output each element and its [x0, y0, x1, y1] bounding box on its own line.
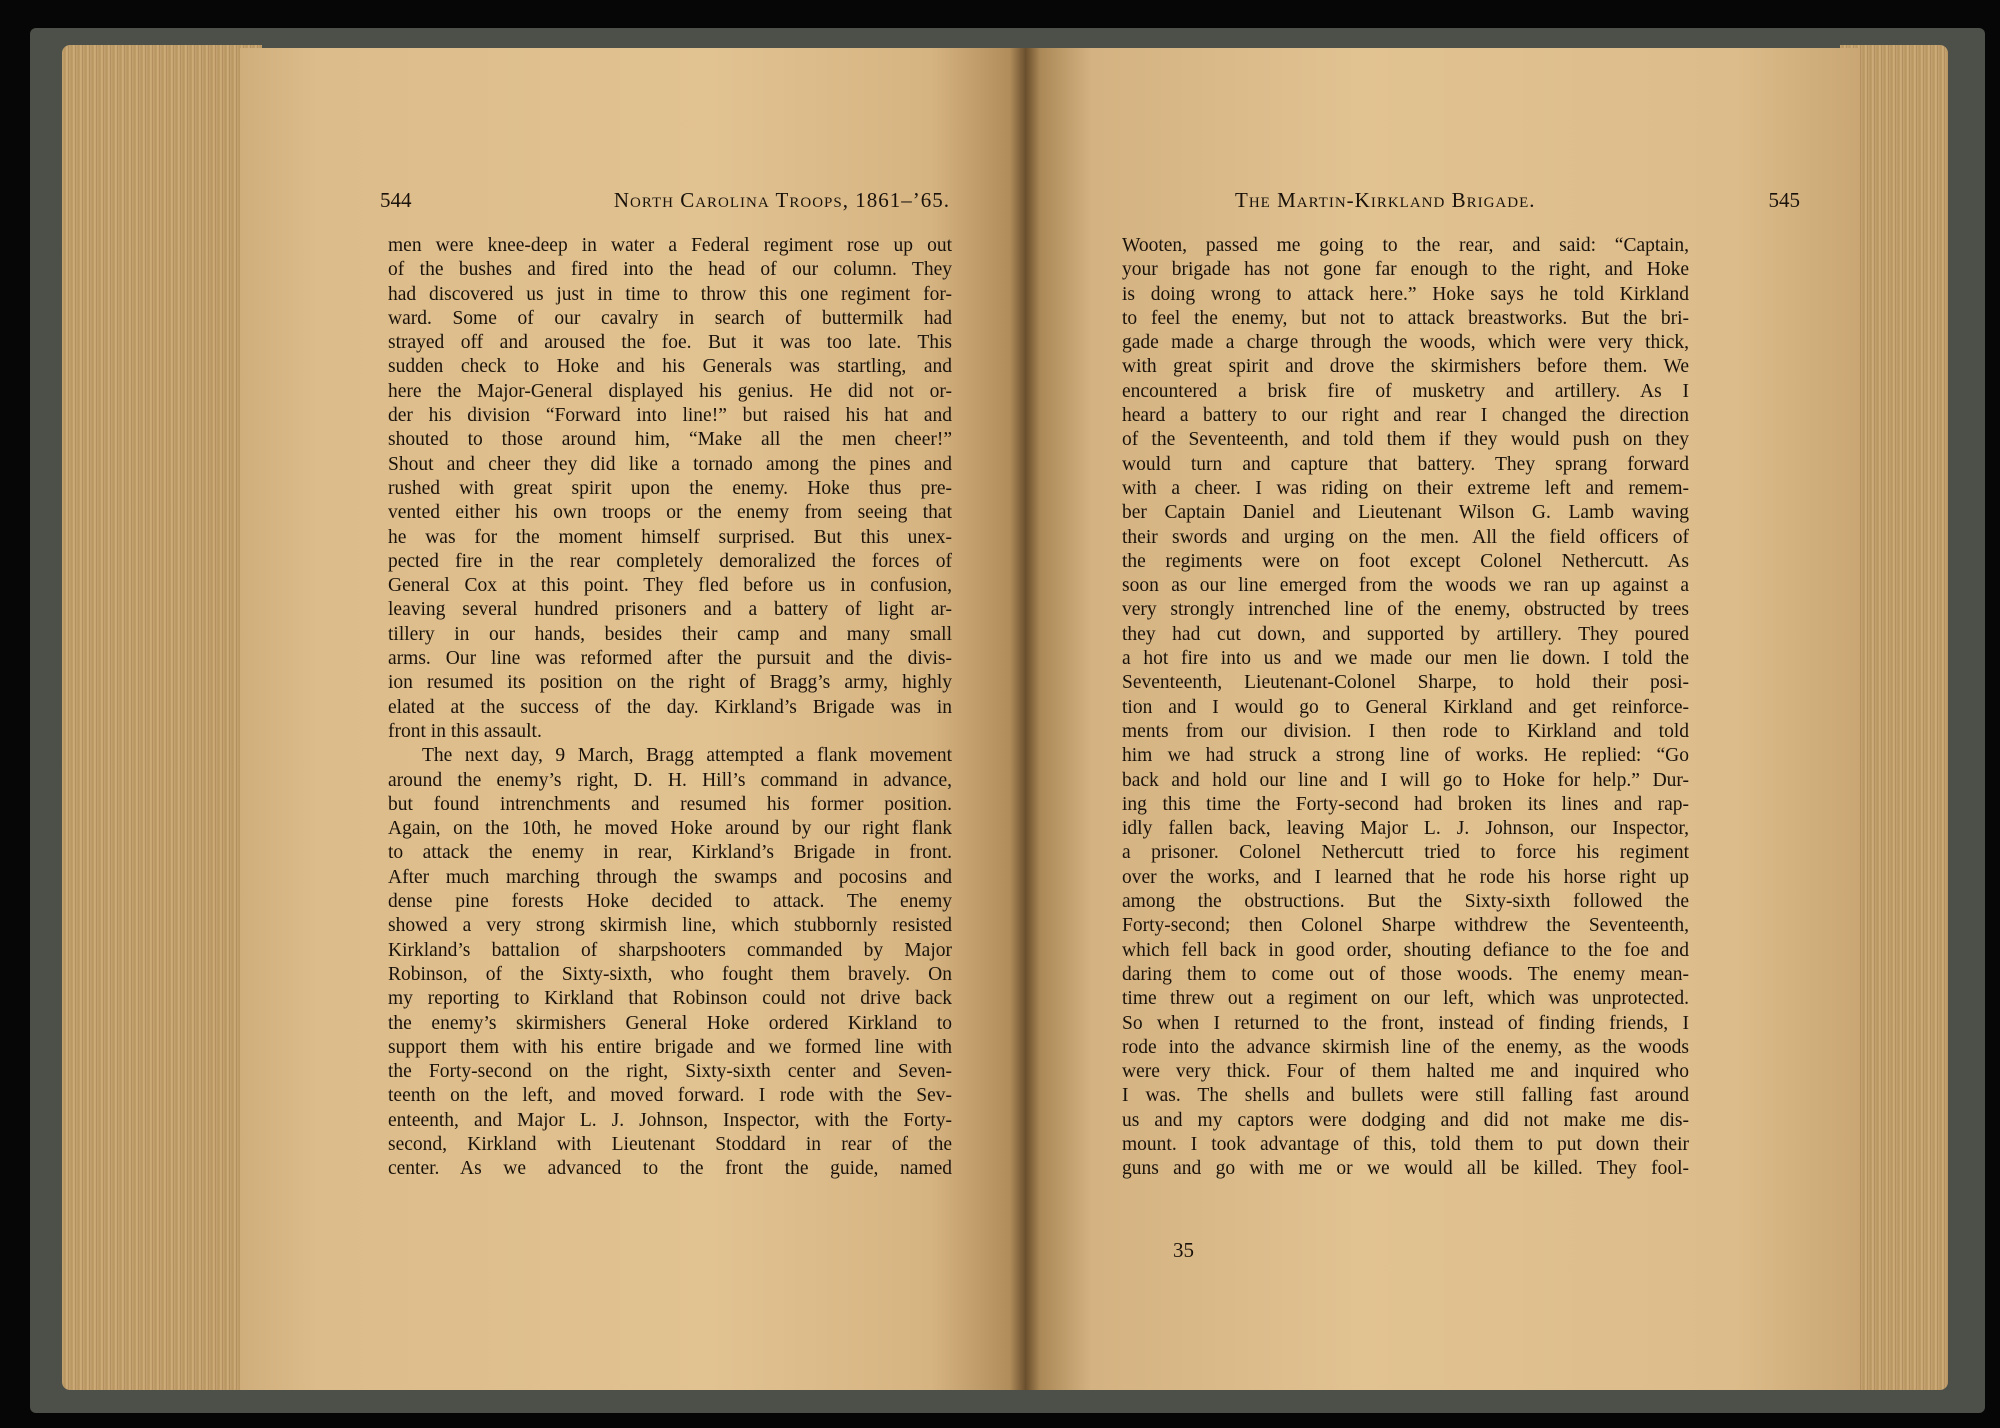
text-line: shouted to those around him, “Make all the men cheer!”: [388, 429, 952, 451]
text-line: tillery in our hands, besides their camp and many small: [388, 623, 952, 645]
left-page-edges: [62, 45, 262, 1390]
text-line: showed a very strong skirmish line, which stubbornly resisted: [388, 915, 952, 937]
text-line: idly fallen back, leaving Major L. J. Johnson, our Inspector,: [1122, 818, 1689, 840]
text-line: Shout and cheer they did like a tornado among the pines and: [388, 453, 952, 475]
text-line: of the Seventeenth, and told them if they would push on they: [1122, 429, 1689, 451]
text-line: ing this time the Forty-second had broken its lines and rap-: [1122, 793, 1689, 815]
text-line: here the Major-General displayed his genius. He did not or-: [388, 380, 952, 402]
text-line: ber Captain Daniel and Lieutenant Wilson G. Lamb waving: [1122, 502, 1689, 524]
text-line: tion and I would go to General Kirkland and get reinforce-: [1122, 696, 1689, 718]
left-page-number: 544: [380, 188, 412, 212]
text-line: soon as our line emerged from the woods we ran up against a: [1122, 575, 1689, 597]
text-line: sudden check to Hoke and his Generals was startling, and: [388, 356, 952, 378]
text-line: pected fire in the rear completely demoralized the forces of: [388, 550, 952, 572]
text-line: Wooten, passed me going to the rear, and said: “Captain,: [1122, 235, 1689, 256]
text-line: a hot fire into us and we made our men lie down. I told the: [1122, 648, 1689, 670]
text-line: encountered a brisk fire of musketry and artillery. As I: [1122, 380, 1689, 402]
text-line: to feel the enemy, but not to attack breastworks. But the bri-: [1122, 307, 1689, 329]
left-page-header: [380, 188, 950, 228]
text-line: ward. Some of our cavalry in search of buttermilk had: [388, 307, 952, 329]
text-line: men were knee-deep in water a Federal regiment rose up out: [388, 235, 952, 256]
text-line: but found intrenchments and resumed his former position.: [388, 793, 952, 815]
text-line: front in this assault.: [388, 720, 542, 742]
text-line: had discovered us just in time to throw this one regiment for-: [388, 283, 952, 305]
text-line: enteenth, and Major L. J. Johnson, Inspector, with the Forty-: [388, 1109, 952, 1131]
text-line: support them with his entire brigade and we formed line with: [388, 1036, 952, 1058]
text-line: second, Kirkland with Lieutenant Stoddard in rear of the: [388, 1133, 952, 1155]
text-line: of the bushes and fired into the head of our column. They: [388, 259, 952, 281]
book-gutter: [1010, 48, 1040, 1390]
text-line: center. As we advanced to the front the guide, named: [388, 1158, 952, 1180]
right-page-header: [1235, 188, 1800, 228]
text-line: the Forty-second on the right, Sixty-sixth center and Seven-: [388, 1061, 952, 1083]
text-line: Again, on the 10th, he moved Hoke around by our right flank: [388, 818, 952, 840]
text-line: strayed off and aroused the foe. But it was too late. This: [388, 332, 952, 354]
text-line: mount. I took advantage of this, told them to put down their: [1122, 1133, 1689, 1155]
signature-mark: 35: [1173, 1238, 1194, 1262]
text-line: So when I returned to the front, instead of finding friends, I: [1122, 1012, 1689, 1034]
text-line: they had cut down, and supported by artillery. They poured: [1122, 623, 1689, 645]
text-line: time threw out a regiment on our left, which was unprotected.: [1122, 988, 1689, 1010]
text-line: Forty-second; then Colonel Sharpe withdrew the Seventeenth,: [1122, 915, 1689, 937]
text-line: After much marching through the swamps and pocosins and: [388, 866, 952, 888]
text-line: their swords and urging on the men. All the field officers of: [1122, 526, 1689, 548]
text-line: leaving several hundred prisoners and a battery of light ar-: [388, 599, 952, 621]
text-line: Kirkland’s battalion of sharpshooters commanded by Major: [388, 939, 952, 961]
text-line: very strongly intrenched line of the enemy, obstructed by trees: [1122, 599, 1689, 621]
text-line: your brigade has not gone far enough to the right, and Hoke: [1122, 259, 1689, 281]
text-line: ments from our division. I then rode to Kirkland and told: [1122, 720, 1689, 742]
text-line: around the enemy’s right, D. H. Hill’s command in advance,: [388, 769, 952, 791]
text-line: the enemy’s skirmishers General Hoke ordered Kirkland to: [388, 1012, 952, 1034]
text-line: over the works, and I learned that he rode his horse right up: [1122, 866, 1689, 888]
text-line: with a cheer. I was riding on their extreme left and remem-: [1122, 477, 1689, 499]
text-line: General Cox at this point. They fled before us in confusion,: [388, 575, 952, 597]
text-line: among the obstructions. But the Sixty-sixth followed the: [1122, 891, 1689, 913]
text-line: he was for the moment himself surprised. But this unex-: [388, 526, 952, 548]
text-line: rode into the advance skirmish line of the enemy, as the woods: [1122, 1036, 1689, 1058]
text-line: with great spirit and drove the skirmishers before them. We: [1122, 356, 1689, 378]
text-line: to attack the enemy in rear, Kirkland’s Brigade in front.: [388, 842, 952, 864]
right-running-head: The Martin-Kirkland Brigade.: [1235, 188, 1536, 212]
text-line: back and hold our line and I will go to Hoke for help.” Dur-: [1122, 769, 1689, 791]
right-page-body-text: [1122, 234, 1689, 1182]
text-line: daring them to come out of those woods. The enemy mean-: [1122, 963, 1689, 985]
left-page-body-text: [388, 234, 952, 1182]
text-line: would turn and capture that battery. They sprang forward: [1122, 453, 1689, 475]
text-line: gade made a charge through the woods, which were very thick,: [1122, 332, 1689, 354]
text-line: is doing wrong to attack here.” Hoke says he told Kirkland: [1122, 283, 1689, 305]
text-line: I was. The shells and bullets were still falling fast around: [1122, 1085, 1689, 1107]
text-line: rushed with great spirit upon the enemy. Hoke thus pre-: [388, 477, 952, 499]
text-line: were very thick. Four of them halted me and inquired who: [1122, 1061, 1689, 1083]
text-line: Seventeenth, Lieutenant-Colonel Sharpe, to hold their posi-: [1122, 672, 1689, 694]
text-line: The next day, 9 March, Bragg attempted a flank movement: [422, 745, 952, 767]
text-line: heard a battery to our right and rear I changed the direction: [1122, 405, 1689, 427]
text-line: him we had struck a strong line of works. He replied: “Go: [1122, 745, 1689, 767]
text-line: ion resumed its position on the right of Bragg’s army, highly: [388, 672, 952, 694]
text-line: vented either his own troops or the enemy from seeing that: [388, 502, 952, 524]
text-line: which fell back in good order, shouting defiance to the foe and: [1122, 939, 1689, 961]
text-line: dense pine forests Hoke decided to attack. The enemy: [388, 891, 952, 913]
left-running-head: North Carolina Troops, 1861–’65.: [613, 188, 950, 212]
text-line: elated at the success of the day. Kirkland’s Brigade was in: [388, 696, 952, 718]
text-line: Robinson, of the Sixty-sixth, who fought them bravely. On: [388, 963, 952, 985]
right-page-number: 545: [1768, 188, 1800, 212]
left-page: [240, 48, 1025, 1390]
text-line: teenth on the left, and moved forward. I rode with the Sev-: [388, 1085, 952, 1107]
text-line: der his division “Forward into line!” but raised his hat and: [388, 405, 952, 427]
text-line: arms. Our line was reformed after the pursuit and the divis-: [388, 648, 952, 670]
text-line: us and my captors were dodging and did not make me dis-: [1122, 1109, 1689, 1131]
text-line: the regiments were on foot except Colonel Nethercutt. As: [1122, 550, 1689, 572]
text-line: my reporting to Kirkland that Robinson could not drive back: [388, 988, 952, 1010]
text-line: a prisoner. Colonel Nethercutt tried to force his regiment: [1122, 842, 1689, 864]
right-page: [1025, 48, 1860, 1390]
text-line: guns and go with me or we would all be killed. They fool-: [1122, 1158, 1689, 1180]
